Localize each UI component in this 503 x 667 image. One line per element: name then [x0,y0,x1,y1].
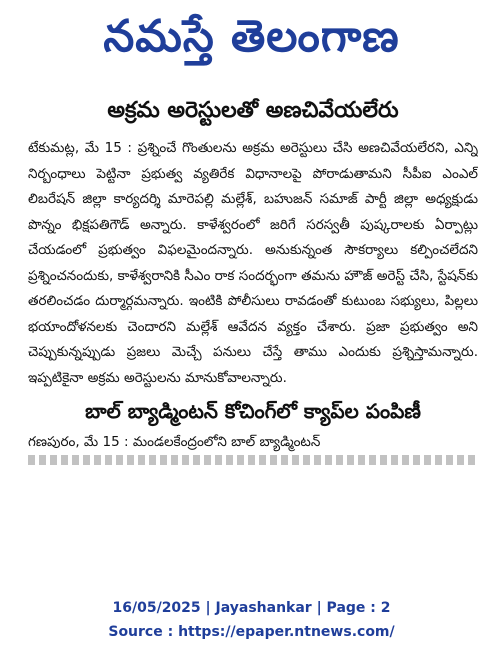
publication-info: 16/05/2025 | Jayashankar | Page : 2 [112,600,391,616]
article-dateline: టేకుమట్ల, మే 15 : [28,140,132,156]
clipping-footer [0,596,503,644]
source-link[interactable]: Source : https://epaper.ntnews.com/ [108,624,395,640]
second-article-headline: బాల్ బ్యాడ్మింటన్ కోచింగ్‌లో క్యాప్‌ల పంపిణీ [85,399,421,423]
news-clipping [28,94,478,582]
second-article-dateline: గణపురం, మే 15 : [28,434,129,450]
article-text: ప్రశ్నించే గొంతులను అక్రమ అరెస్టులు చేసి అణచివేయలేరని, ఎన్ని నిర్బంధాలు పెట్టినా ప్రభుత్వ వ్యతిరేక విధానాలపై పోరాడుతామని సీపీఐ ఎంఎల్ లిబరేషన్ జిల్లా కార్యదర్శి మారెపల్లి మల్లేశ్, బహుజన్ సమాజ్ పార్టీ జిల్లా అధ్యక్షుడు పొన్నం భిక్షపతిగౌడ్ అన్నారు. కాళేశ్వరంలో జరిగే సరస్వతీ పుష్కరాలకు ఏర్పాట్లు చేయడంలో ప్రభుత్వం విఫలమైందన్నారు. అనుకున్నంత సౌకర్యాలు కల్పించలేదని ప్రశ్నించనందుకు, కాళేశ్వరానికి సీఎం రాక సందర్భంగా తమను హౌజ్ అరెస్ట్ చేసి, స్టేషన్‌కు తరలించడం దుర్మార్గమన్నారు. ఇంటికి పోలీసులు రావడంతో కుటుంబ సభ్యులు, పిల్లలు భయాందోళనలకు చెందారని మల్లేశ్ ఆవేదన వ్యక్తం చేశారు. ప్రజా ప్రభుత్వం అని చెప్పుకున్నప్పుడు ప్రజలు మెచ్చే పనులు చేస్తే తాము ఎందుకు ప్రశ్నిస్తామన్నారు. ఇప్పటికైనా అక్రమ అరెస్టులను మానుకోవాలన్నారు. [28,140,478,386]
second-article-text: మండలకేంద్రంలోని బాల్ బ్యాడ్మింటన్ [132,434,321,450]
clipping-cutoff-text [28,455,478,465]
second-article-teaser [28,431,478,453]
article-headline: అక్రమ అరెస్టులతో అణచివేయలేరు [107,98,399,123]
newspaper-logo: నమస్తే తెలంగాణ [103,11,400,62]
masthead [0,0,503,84]
article-body [28,136,478,391]
